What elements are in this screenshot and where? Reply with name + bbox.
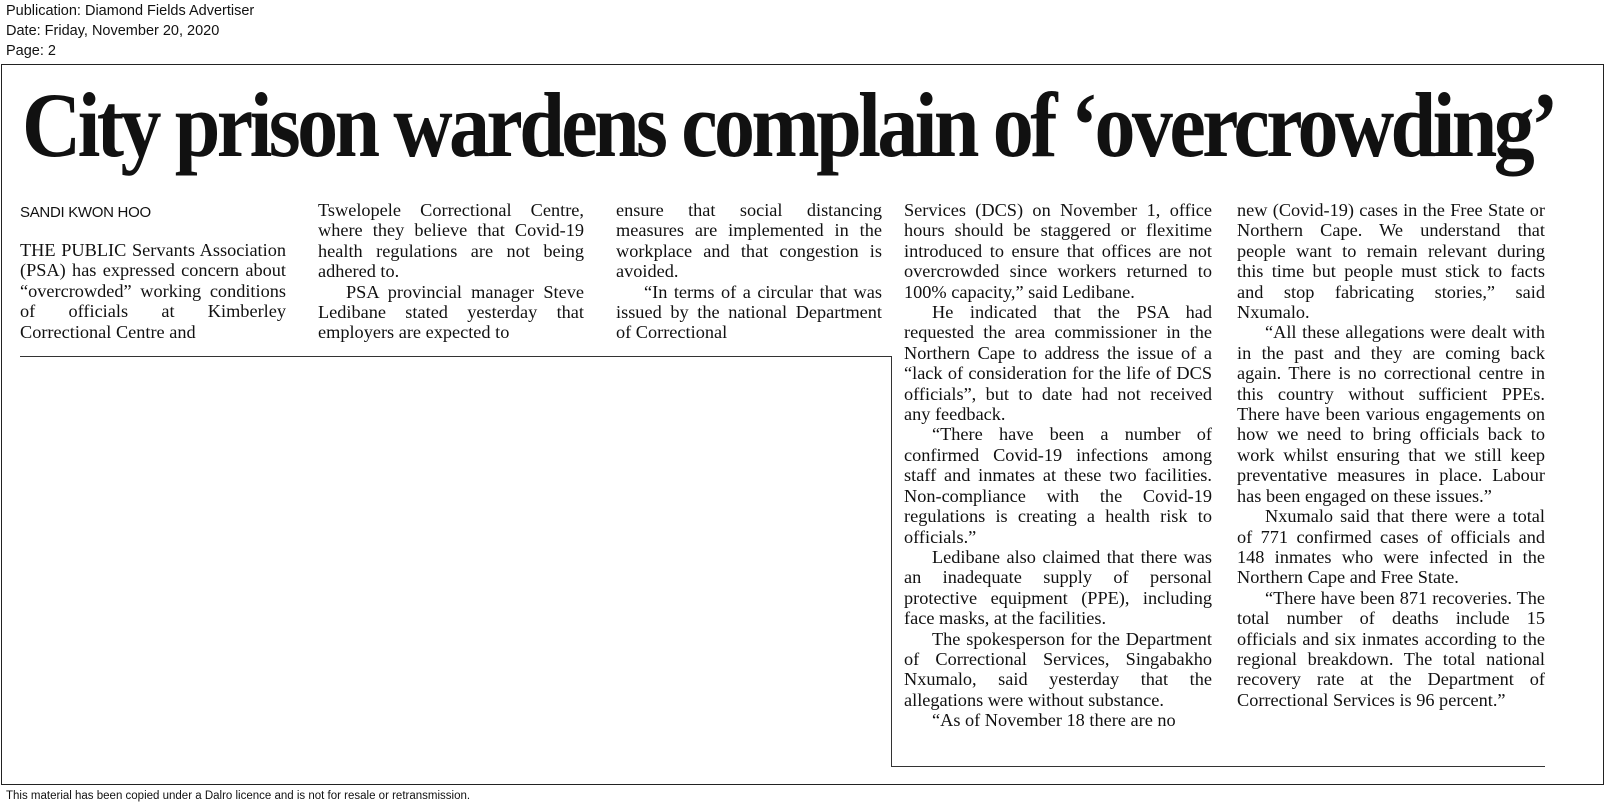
article-end-rule: [891, 766, 1545, 767]
paragraph: PSA provincial manager Steve Ledibane stated yesterday that employers are expected to: [318, 281, 584, 343]
paragraph: THE PUBLIC Servants Association (PSA) has expressed concern about “overcrowded” working conditions of officials at Kimberley Correctional Centre and: [20, 240, 286, 342]
licence-notice: This material has been copied under a Dalro licence and is not for resale or retransmission.: [6, 790, 471, 802]
paragraph: Nxumalo said that there were a total of 771 confirmed cases of officials and 148 inmates who were infected in the Northern Cape and Free State.: [1237, 506, 1545, 588]
article-column-1: [20, 240, 286, 342]
paragraph: Tswelopele Correctional Centre, where they believe that Covid-19 health regulations are not being adhered to.: [318, 200, 584, 282]
paragraph: He indicated that the PSA had requested the area commissioner in the Northern Cape to address the issue of a “lack of consideration for the life of DCS officials”, but to date had not received any feedback.: [904, 302, 1212, 425]
article-column-5: [1237, 200, 1545, 710]
paragraph: “There have been 871 recoveries. The total number of deaths include 15 officials and six inmates according to the regional breakdown. The total national recovery rate at the Department of Correctional Services is 96 percent.”: [1237, 587, 1545, 710]
article-column-3: [616, 200, 882, 343]
paragraph: “In terms of a circular that was issued by the national Department of Correctional: [616, 281, 882, 343]
article-column-4: [904, 200, 1212, 731]
paragraph: “All these allegations were dealt with in the past and they are coming back again. There is no correctional centre in this country without sufficient PPEs. There have been various engagements on how we need to bring officials back to work whilst ensuring that we still keep preventative measures in place. Labour has been engaged on these issues.”: [1237, 322, 1545, 506]
byline: SANDI KWON HOO: [20, 204, 151, 221]
paragraph: The spokesperson for the Department of Correctional Services, Singabakho Nxumalo, said yesterday that the allegations were without substance.: [904, 628, 1212, 710]
paragraph: new (Covid-19) cases in the Free State or Northern Cape. We understand that people want to remain relevant during this time but people must stick to facts and stop fabricating stories,” said Nxumalo.: [1237, 200, 1545, 323]
paragraph: “There have been a number of confirmed Covid-19 infections among staff and inmates at these two facilities. Non-compliance with the Covid-19 regulations is creating a health risk to officials.”: [904, 424, 1212, 547]
headline: City prison wardens complain of ‘overcrowding’: [22, 74, 1555, 177]
publication-label: Publication: Diamond Fields Advertiser: [6, 3, 255, 19]
paragraph: Ledibane also claimed that there was an inadequate supply of personal protective equipment (PPE), including face masks, at the facilities.: [904, 546, 1212, 629]
paragraph: “As of November 18 there are no: [932, 710, 1176, 731]
image-area-top-rule: [20, 356, 891, 357]
paragraph: Services (DCS) on November 1, office hours should be staggered or flexitime introduced to ensure that offices are not overcrowded since workers returned to 100% capacity,” said Ledibane.: [904, 200, 1212, 302]
date-label: Date: Friday, November 20, 2020: [6, 23, 220, 39]
paragraph: ensure that social distancing measures are implemented in the workplace and that congestion is avoided.: [616, 200, 882, 282]
image-area-side-rule: [891, 356, 892, 767]
article-column-2: [318, 200, 584, 343]
page-label: Page: 2: [6, 43, 56, 59]
